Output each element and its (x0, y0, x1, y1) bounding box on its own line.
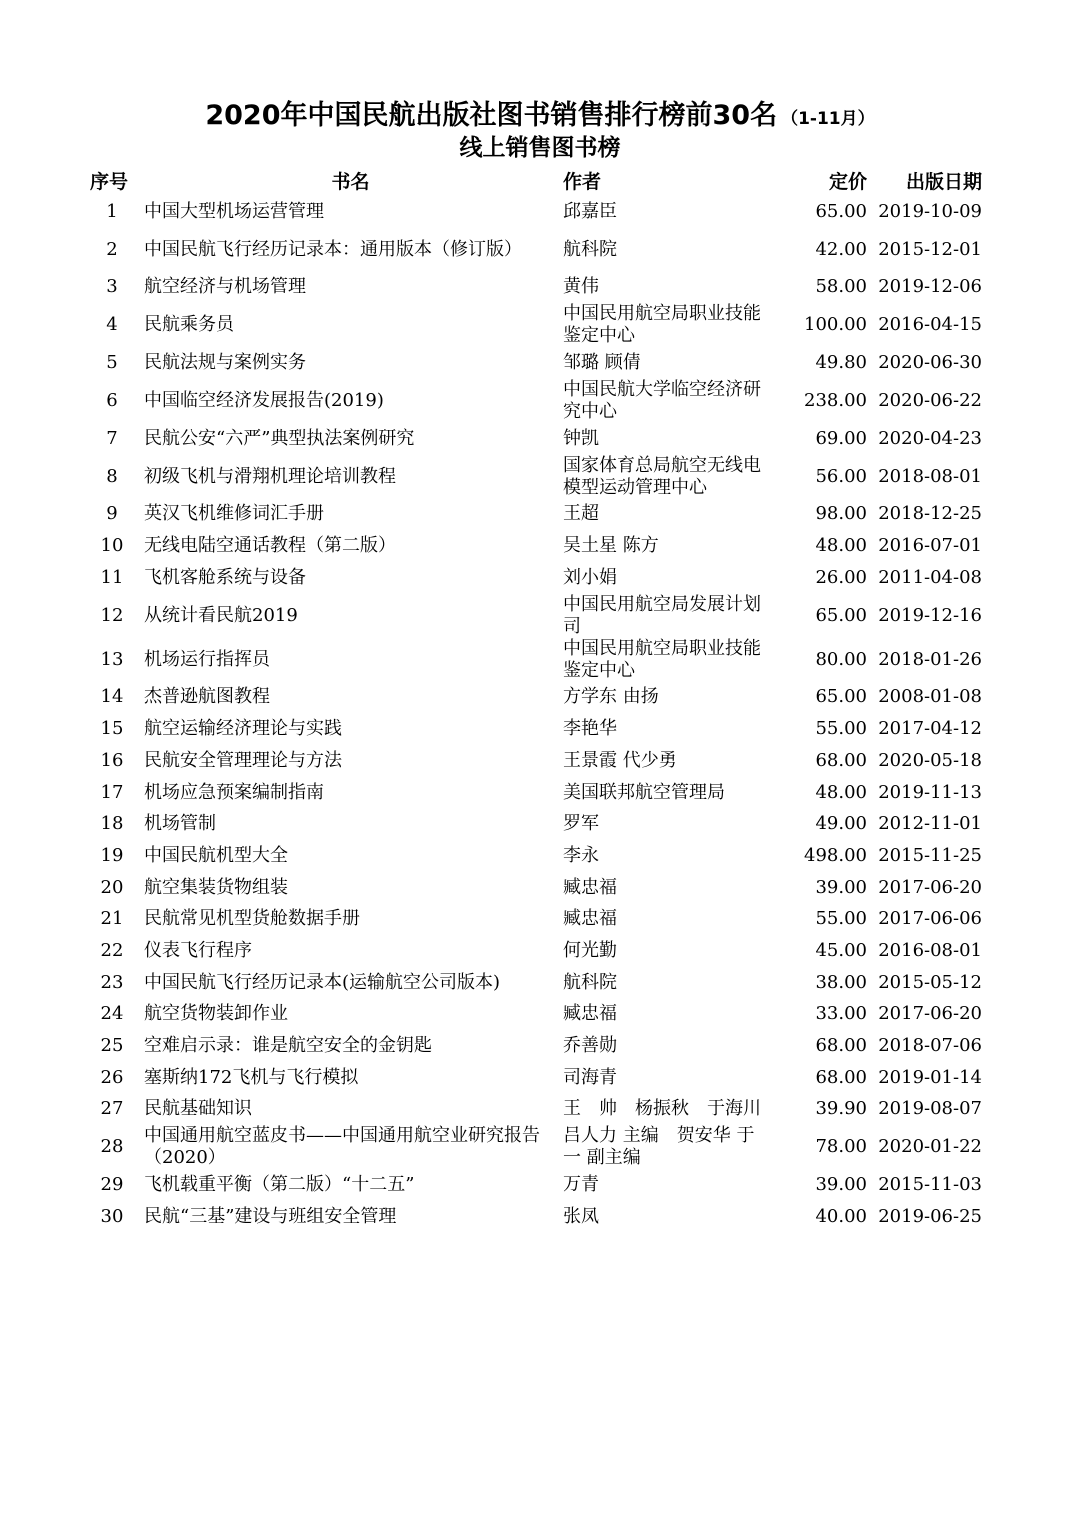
cell-name: 空难启示录：谁是航空安全的金钥匙 (144, 1035, 432, 1057)
cell-no: 20 (100, 876, 124, 898)
cell-author: 吕人力 主编 贺安华 于一 副主编 (563, 1125, 755, 1169)
cell-price: 39.00 (815, 876, 867, 898)
cell-price: 49.80 (815, 352, 867, 374)
cell-author: 吴土星 陈方 (563, 535, 659, 557)
cell-price: 68.00 (815, 1066, 867, 1088)
cell-price: 39.00 (815, 1174, 867, 1196)
table-row (86, 228, 986, 272)
table-row (86, 808, 986, 840)
cell-name: 航空经济与机场管理 (144, 276, 306, 298)
cell-author: 方学东 由扬 (563, 686, 659, 708)
cell-no: 19 (100, 844, 124, 866)
cell-author: 中国民用航空局职业技能鉴定中心 (563, 303, 761, 347)
table-row (86, 1125, 986, 1169)
cell-name: 民航安全管理理论与方法 (144, 749, 342, 771)
cell-no: 1 (106, 200, 118, 222)
cell-author: 邱嘉臣 (563, 200, 617, 222)
cell-name: 航空集装货物组装 (144, 876, 288, 898)
cell-author: 黄伟 (563, 276, 599, 298)
cell-no: 12 (100, 604, 124, 626)
cell-date: 2020-01-22 (878, 1136, 982, 1158)
cell-date: 2017-04-12 (878, 718, 982, 740)
cell-date: 2011-04-08 (878, 566, 982, 588)
cell-price: 498.00 (804, 844, 867, 866)
table-row (86, 713, 986, 745)
table-row (86, 594, 986, 638)
cell-price: 100.00 (804, 314, 867, 336)
cell-date: 2016-04-15 (878, 314, 982, 336)
cell-no: 25 (100, 1035, 124, 1057)
cell-price: 55.00 (815, 718, 867, 740)
cell-price: 39.90 (815, 1098, 867, 1120)
cell-name: 机场管制 (144, 813, 216, 835)
cell-price: 33.00 (815, 1003, 867, 1025)
cell-no: 6 (106, 389, 118, 411)
header-name: 书名 (331, 170, 370, 193)
cell-no: 21 (100, 908, 124, 930)
cell-name: 机场运行指挥员 (144, 648, 270, 670)
cell-name: 英汉飞机维修词汇手册 (144, 503, 324, 525)
cell-date: 2020-04-23 (878, 427, 982, 449)
cell-name: 无线电陆空通话教程（第二版） (144, 535, 396, 557)
table-row (86, 347, 986, 379)
cell-author: 何光勤 (563, 939, 617, 961)
cell-price: 38.00 (815, 971, 867, 993)
cell-date: 2019-12-16 (878, 604, 982, 626)
table-row (86, 967, 986, 999)
cell-name: 仪表飞行程序 (144, 939, 252, 961)
table-body (86, 196, 986, 1233)
table-row (86, 379, 986, 423)
header-no: 序号 (90, 170, 129, 193)
cell-date: 2012-11-01 (878, 813, 982, 835)
cell-no: 7 (106, 427, 118, 449)
cell-price: 68.00 (815, 1035, 867, 1057)
cell-name: 机场应急预案编制指南 (144, 781, 324, 803)
cell-date: 2019-06-25 (878, 1205, 982, 1227)
table-row (86, 1201, 986, 1233)
cell-date: 2019-10-09 (878, 200, 982, 222)
cell-price: 69.00 (815, 427, 867, 449)
table-header (86, 164, 986, 196)
cell-date: 2017-06-20 (878, 876, 982, 898)
page-subtitle: 线上销售图书榜 (459, 135, 621, 161)
table-row (86, 935, 986, 967)
cell-price: 48.00 (815, 781, 867, 803)
title-text: 2020年中国民航出版社图书销售排行榜前30名 (205, 100, 778, 131)
cell-no: 5 (106, 352, 118, 374)
cell-no: 11 (100, 566, 124, 588)
cell-name: 航空货物装卸作业 (144, 1003, 288, 1025)
cell-price: 56.00 (815, 465, 867, 487)
cell-price: 65.00 (815, 686, 867, 708)
cell-date: 2019-01-14 (878, 1066, 982, 1088)
cell-author: 中国民用航空局发展计划司 (563, 593, 761, 637)
header-date: 出版日期 (905, 170, 982, 193)
cell-name: 中国大型机场运营管理 (144, 200, 324, 222)
cell-price: 45.00 (815, 939, 867, 961)
cell-author: 臧忠福 (563, 1003, 617, 1025)
cell-price: 78.00 (815, 1136, 867, 1158)
cell-author: 万青 (563, 1174, 599, 1196)
cell-price: 48.00 (815, 535, 867, 557)
cell-author: 王景霞 代少勇 (563, 749, 677, 771)
cell-no: 28 (100, 1136, 124, 1158)
cell-no: 23 (100, 971, 124, 993)
cell-name: 民航常见机型货舱数据手册 (144, 908, 360, 930)
table-row (86, 872, 986, 904)
cell-no: 15 (100, 718, 124, 740)
table-row (86, 196, 986, 228)
table-row (86, 638, 986, 682)
table-row (86, 1062, 986, 1094)
table-row (86, 562, 986, 594)
cell-name: 民航法规与案例实务 (144, 352, 306, 374)
cell-no: 16 (100, 749, 124, 771)
cell-no: 13 (100, 648, 124, 670)
header-row (86, 164, 986, 196)
cell-no: 27 (100, 1098, 124, 1120)
table-row (86, 840, 986, 872)
table-row (86, 530, 986, 562)
table-row (86, 903, 986, 935)
table-row (86, 998, 986, 1030)
cell-date: 2015-11-03 (878, 1174, 982, 1196)
table-row (86, 682, 986, 714)
cell-date: 2019-11-13 (878, 781, 982, 803)
table-row (86, 777, 986, 809)
cell-date: 2016-08-01 (878, 939, 982, 961)
cell-date: 2019-12-06 (878, 276, 982, 298)
cell-name: 民航公安“六严”典型执法案例研究 (144, 427, 415, 449)
cell-author: 臧忠福 (563, 908, 617, 930)
cell-name: 中国临空经济发展报告(2019) (144, 389, 384, 411)
cell-author: 钟凯 (563, 427, 599, 449)
cell-author: 李艳华 (563, 718, 617, 740)
cell-price: 80.00 (815, 648, 867, 670)
cell-date: 2015-05-12 (878, 971, 982, 993)
cell-author: 国家体育总局航空无线电模型运动管理中心 (563, 454, 761, 498)
cell-no: 18 (100, 813, 124, 835)
cell-name: 民航“三基”建设与班组安全管理 (144, 1205, 397, 1227)
cell-no: 22 (100, 939, 124, 961)
ranking-table (86, 164, 986, 1233)
cell-price: 49.00 (815, 813, 867, 835)
table-row (86, 1030, 986, 1062)
cell-author: 邹璐 顾倩 (563, 352, 641, 374)
table-row (86, 499, 986, 531)
table-row (86, 423, 986, 455)
cell-author: 刘小娟 (563, 566, 617, 588)
cell-name: 飞机载重平衡（第二版）“十二五” (144, 1174, 415, 1196)
cell-date: 2015-12-01 (878, 238, 982, 260)
cell-author: 美国联邦航空管理局 (563, 781, 725, 803)
cell-author: 王 帅 杨振秋 于海川 (563, 1098, 761, 1120)
cell-author: 王超 (563, 503, 599, 525)
cell-author: 中国民用航空局职业技能鉴定中心 (563, 637, 761, 681)
cell-name: 中国民航飞行经历记录本(运输航空公司版本) (144, 971, 501, 993)
cell-no: 14 (100, 686, 124, 708)
cell-no: 3 (106, 276, 118, 298)
table-row (86, 271, 986, 303)
cell-no: 30 (100, 1205, 124, 1227)
cell-price: 40.00 (815, 1205, 867, 1227)
cell-name: 从统计看民航2019 (144, 604, 298, 626)
cell-price: 26.00 (815, 566, 867, 588)
cell-price: 98.00 (815, 503, 867, 525)
cell-no: 17 (100, 781, 124, 803)
cell-date: 2020-06-22 (878, 389, 982, 411)
cell-price: 68.00 (815, 749, 867, 771)
cell-price: 58.00 (815, 276, 867, 298)
cell-price: 55.00 (815, 908, 867, 930)
cell-price: 65.00 (815, 604, 867, 626)
cell-no: 26 (100, 1066, 124, 1088)
cell-date: 2015-11-25 (878, 844, 982, 866)
cell-date: 2020-06-30 (878, 352, 982, 374)
cell-author: 中国民航大学临空经济研究中心 (563, 378, 761, 422)
table-row (86, 1169, 986, 1201)
cell-date: 2017-06-20 (878, 1003, 982, 1025)
cell-no: 29 (100, 1174, 124, 1196)
cell-date: 2018-01-26 (878, 648, 982, 670)
header-price: 定价 (828, 170, 867, 193)
cell-name: 初级飞机与滑翔机理论培训教程 (144, 465, 396, 487)
table-row (86, 303, 986, 347)
cell-author: 司海青 (563, 1066, 617, 1088)
table-row (86, 455, 986, 499)
cell-date: 2018-12-25 (878, 503, 982, 525)
cell-price: 238.00 (804, 389, 867, 411)
cell-name: 飞机客舱系统与设备 (144, 566, 306, 588)
cell-author: 李永 (563, 844, 599, 866)
cell-price: 65.00 (815, 200, 867, 222)
cell-date: 2019-08-07 (878, 1098, 982, 1120)
cell-name: 中国通用航空蓝皮书——中国通用航空业研究报告（2020） (144, 1125, 540, 1169)
cell-author: 乔善勋 (563, 1035, 617, 1057)
table-row (86, 1094, 986, 1126)
cell-name: 航空运输经济理论与实践 (144, 718, 342, 740)
cell-price: 42.00 (815, 238, 867, 260)
cell-no: 24 (100, 1003, 124, 1025)
cell-name: 杰普逊航图教程 (144, 686, 270, 708)
cell-no: 2 (106, 238, 118, 260)
cell-name: 民航乘务员 (144, 314, 234, 336)
cell-name: 中国民航飞行经历记录本：通用版本（修订版） (144, 238, 522, 260)
cell-name: 塞斯纳172飞机与飞行模拟 (144, 1066, 359, 1088)
cell-name: 中国民航机型大全 (144, 844, 288, 866)
cell-name: 民航基础知识 (144, 1098, 252, 1120)
cell-date: 2018-08-01 (878, 465, 982, 487)
header-author: 作者 (563, 170, 602, 193)
cell-date: 2020-05-18 (878, 749, 982, 771)
cell-author: 罗军 (563, 813, 599, 835)
table-row (86, 745, 986, 777)
cell-no: 8 (106, 465, 118, 487)
cell-no: 10 (100, 535, 124, 557)
cell-date: 2017-06-06 (878, 908, 982, 930)
cell-date: 2018-07-06 (878, 1035, 982, 1057)
cell-author: 臧忠福 (563, 876, 617, 898)
title-range: （1-11月） (781, 109, 875, 129)
cell-date: 2008-01-08 (878, 686, 982, 708)
cell-no: 9 (106, 503, 118, 525)
cell-author: 航科院 (563, 971, 617, 993)
cell-author: 航科院 (563, 238, 617, 260)
cell-no: 4 (106, 314, 118, 336)
cell-date: 2016-07-01 (878, 535, 982, 557)
cell-author: 张凤 (563, 1205, 599, 1227)
